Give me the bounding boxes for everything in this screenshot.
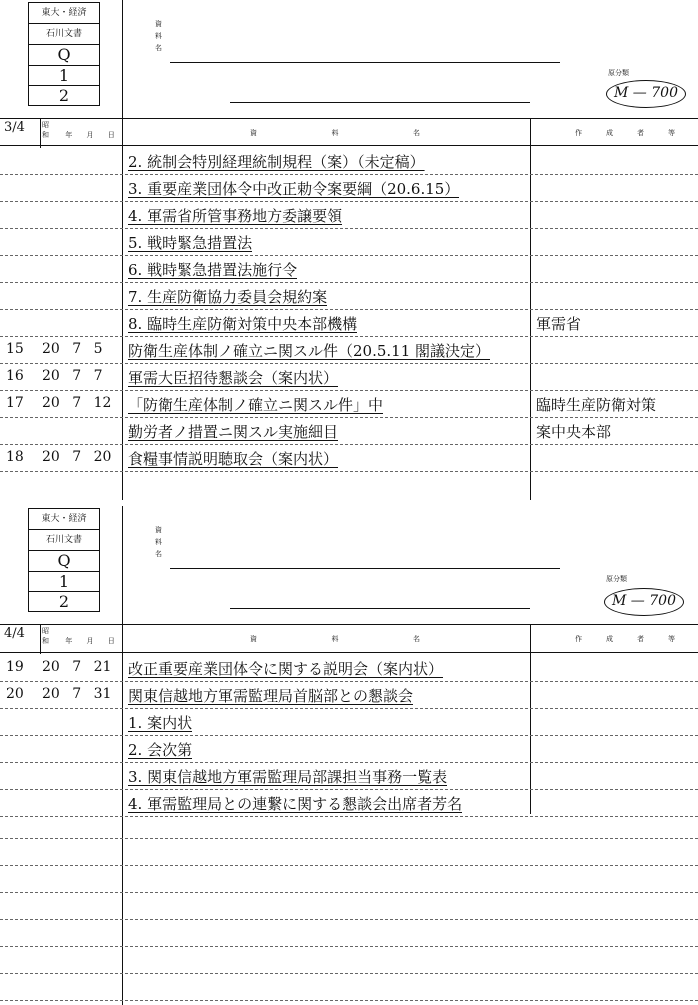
shiryo-label xyxy=(155,524,165,560)
stamp-num-c: 2 xyxy=(28,85,100,106)
class-label: 原分類 xyxy=(606,575,627,583)
row-number: 18 xyxy=(6,449,24,465)
header-char: 資 xyxy=(250,129,257,137)
empty-row-rule xyxy=(0,919,698,920)
row-date: 20 7 5 xyxy=(42,341,103,357)
table-row xyxy=(0,310,698,337)
header-char: 等 xyxy=(668,635,675,643)
label-char: 名 xyxy=(155,550,162,558)
table-row xyxy=(0,337,698,364)
class-code-oval: M — 700 xyxy=(606,80,686,108)
row-author: 軍需省 xyxy=(536,315,582,333)
table-row xyxy=(0,655,698,682)
row-title: 2. 会次第 xyxy=(128,741,193,759)
class-code-oval: M — 700 xyxy=(604,588,684,616)
label-char: 料 xyxy=(155,538,162,546)
row-title: 防衛生産体制ノ確立ニ関スル件（20.5.11 閣議決定） xyxy=(128,342,491,360)
stamp-num-c: 2 xyxy=(28,591,100,612)
row-title: 3. 重要産業団体令中改正勅令案要綱（20.6.15） xyxy=(128,180,460,198)
row-rule xyxy=(0,816,698,817)
row-number: 19 xyxy=(6,659,24,675)
row-number: 16 xyxy=(6,368,24,384)
table-row xyxy=(0,256,698,283)
row-title: 軍需大臣招待懇談会（案内状） xyxy=(128,369,339,387)
wa-label: 和 xyxy=(42,637,49,645)
empty-row-rule xyxy=(0,1000,698,1001)
table-row xyxy=(0,391,698,418)
label-char: 名 xyxy=(155,44,162,52)
table-row xyxy=(0,736,698,763)
empty-row-rule xyxy=(0,973,698,974)
table-row xyxy=(0,418,698,445)
row-title: 8. 臨時生産防衛対策中央本部機構 xyxy=(128,315,358,333)
row-title: 勤労者ノ措置ニ関スル実施細目 xyxy=(128,423,339,441)
shiryo-label xyxy=(155,18,165,54)
header-char: 作 xyxy=(575,635,582,643)
header-char: 者 xyxy=(637,635,644,643)
header-char: 資 xyxy=(250,635,257,643)
row-title: 関東信越地方軍需監理局首脳部との懇談会 xyxy=(128,687,414,705)
header-bottom-rule xyxy=(0,145,698,146)
row-title: 7. 生産防衛協力委員会規約案 xyxy=(128,288,328,306)
table-row xyxy=(0,229,698,256)
archive-stamp xyxy=(28,508,100,612)
header-author xyxy=(575,128,675,138)
table-row xyxy=(0,445,698,472)
title-underline xyxy=(170,62,560,63)
nen-label: 年 xyxy=(65,131,73,139)
row-rule xyxy=(0,471,698,472)
header-char: 者 xyxy=(637,129,644,137)
label-char: 料 xyxy=(155,32,162,40)
header-char: 成 xyxy=(606,129,613,137)
empty-row-rule xyxy=(0,946,698,947)
row-author: 案中央本部 xyxy=(536,423,612,441)
wa-label: 和 xyxy=(42,131,49,139)
empty-ruled-lines xyxy=(0,818,698,1003)
table-row xyxy=(0,682,698,709)
stamp-line-2: 石川文書 xyxy=(28,529,100,551)
table-row xyxy=(0,202,698,229)
archive-stamp xyxy=(28,2,100,106)
row-title: 食糧事情説明聴取会（案内状） xyxy=(128,450,339,468)
stamp-line-1: 東大・経済 xyxy=(28,2,100,24)
row-title: 6. 戦時緊急措置法施行令 xyxy=(128,261,298,279)
row-author: 臨時生産防衛対策 xyxy=(536,396,657,414)
header-char: 作 xyxy=(575,129,582,137)
header-top-rule xyxy=(0,118,698,119)
title-underline xyxy=(170,568,560,569)
empty-row-rule xyxy=(0,865,698,866)
label-char: 資 xyxy=(155,20,162,28)
row-title: 4. 軍需省所管事務地方委譲要領 xyxy=(128,207,343,225)
class-label: 原分類 xyxy=(608,69,629,77)
title-underline xyxy=(230,608,530,609)
empty-row-rule xyxy=(0,892,698,893)
header-char: 名 xyxy=(413,129,420,137)
empty-row-rule xyxy=(0,838,698,839)
table-row xyxy=(0,790,698,817)
page-number: 3/4 xyxy=(4,120,25,135)
hi-label: 日 xyxy=(107,637,115,645)
header-char: 等 xyxy=(668,129,675,137)
row-title: 1. 案内状 xyxy=(128,714,193,732)
header-char: 成 xyxy=(606,635,613,643)
table-row xyxy=(0,148,698,175)
tsuki-label: 月 xyxy=(86,131,94,139)
row-title: 「防衛生産体制ノ確立ニ関スル件」中 xyxy=(128,396,384,414)
header-name xyxy=(250,128,420,138)
stamp-num-b: 1 xyxy=(28,571,100,592)
title-underline xyxy=(230,102,530,103)
nen-label: 年 xyxy=(65,637,73,645)
row-date: 20 7 7 xyxy=(42,368,103,384)
header-top-rule xyxy=(0,624,698,625)
header-bottom-rule xyxy=(0,652,698,653)
column-rule xyxy=(40,624,41,654)
table-row xyxy=(0,364,698,391)
stamp-num-b: 1 xyxy=(28,65,100,86)
row-title: 改正重要産業団体令に関する説明会（案内状） xyxy=(128,660,444,678)
hi-label: 日 xyxy=(107,131,115,139)
sho-label: 昭 xyxy=(42,121,49,129)
table-row xyxy=(0,709,698,736)
header-name xyxy=(250,634,420,644)
stamp-num-a: Q xyxy=(28,44,100,66)
row-number: 15 xyxy=(6,341,24,357)
stamp-line-2: 石川文書 xyxy=(28,23,100,45)
row-title: 3. 関東信越地方軍需監理局部課担当事務一覧表 xyxy=(128,768,448,786)
row-date: 20 7 31 xyxy=(42,686,112,702)
stamp-num-a: Q xyxy=(28,550,100,572)
header-author xyxy=(575,634,675,644)
header-char: 料 xyxy=(331,129,339,137)
table-row xyxy=(0,175,698,202)
header-date xyxy=(42,626,122,646)
header-char: 料 xyxy=(331,635,339,643)
row-title: 2. 統制会特別経理統制規程（案）（未定稿） xyxy=(128,153,425,171)
column-rule xyxy=(40,118,41,148)
label-char: 資 xyxy=(155,526,162,534)
row-date: 20 7 20 xyxy=(42,449,112,465)
page-number: 4/4 xyxy=(4,626,25,641)
row-title: 4. 軍需監理局との連繋に関する懇談会出席者芳名 xyxy=(128,795,463,813)
row-date: 20 7 21 xyxy=(42,659,112,675)
row-title: 5. 戦時緊急措置法 xyxy=(128,234,253,252)
header-char: 名 xyxy=(413,635,420,643)
stamp-line-1: 東大・経済 xyxy=(28,508,100,530)
table-row xyxy=(0,283,698,310)
table-row xyxy=(0,763,698,790)
header-date xyxy=(42,120,122,140)
row-date: 20 7 12 xyxy=(42,395,112,411)
sho-label: 昭 xyxy=(42,627,49,635)
row-number: 20 xyxy=(6,686,24,702)
tsuki-label: 月 xyxy=(86,637,94,645)
row-number: 17 xyxy=(6,395,24,411)
